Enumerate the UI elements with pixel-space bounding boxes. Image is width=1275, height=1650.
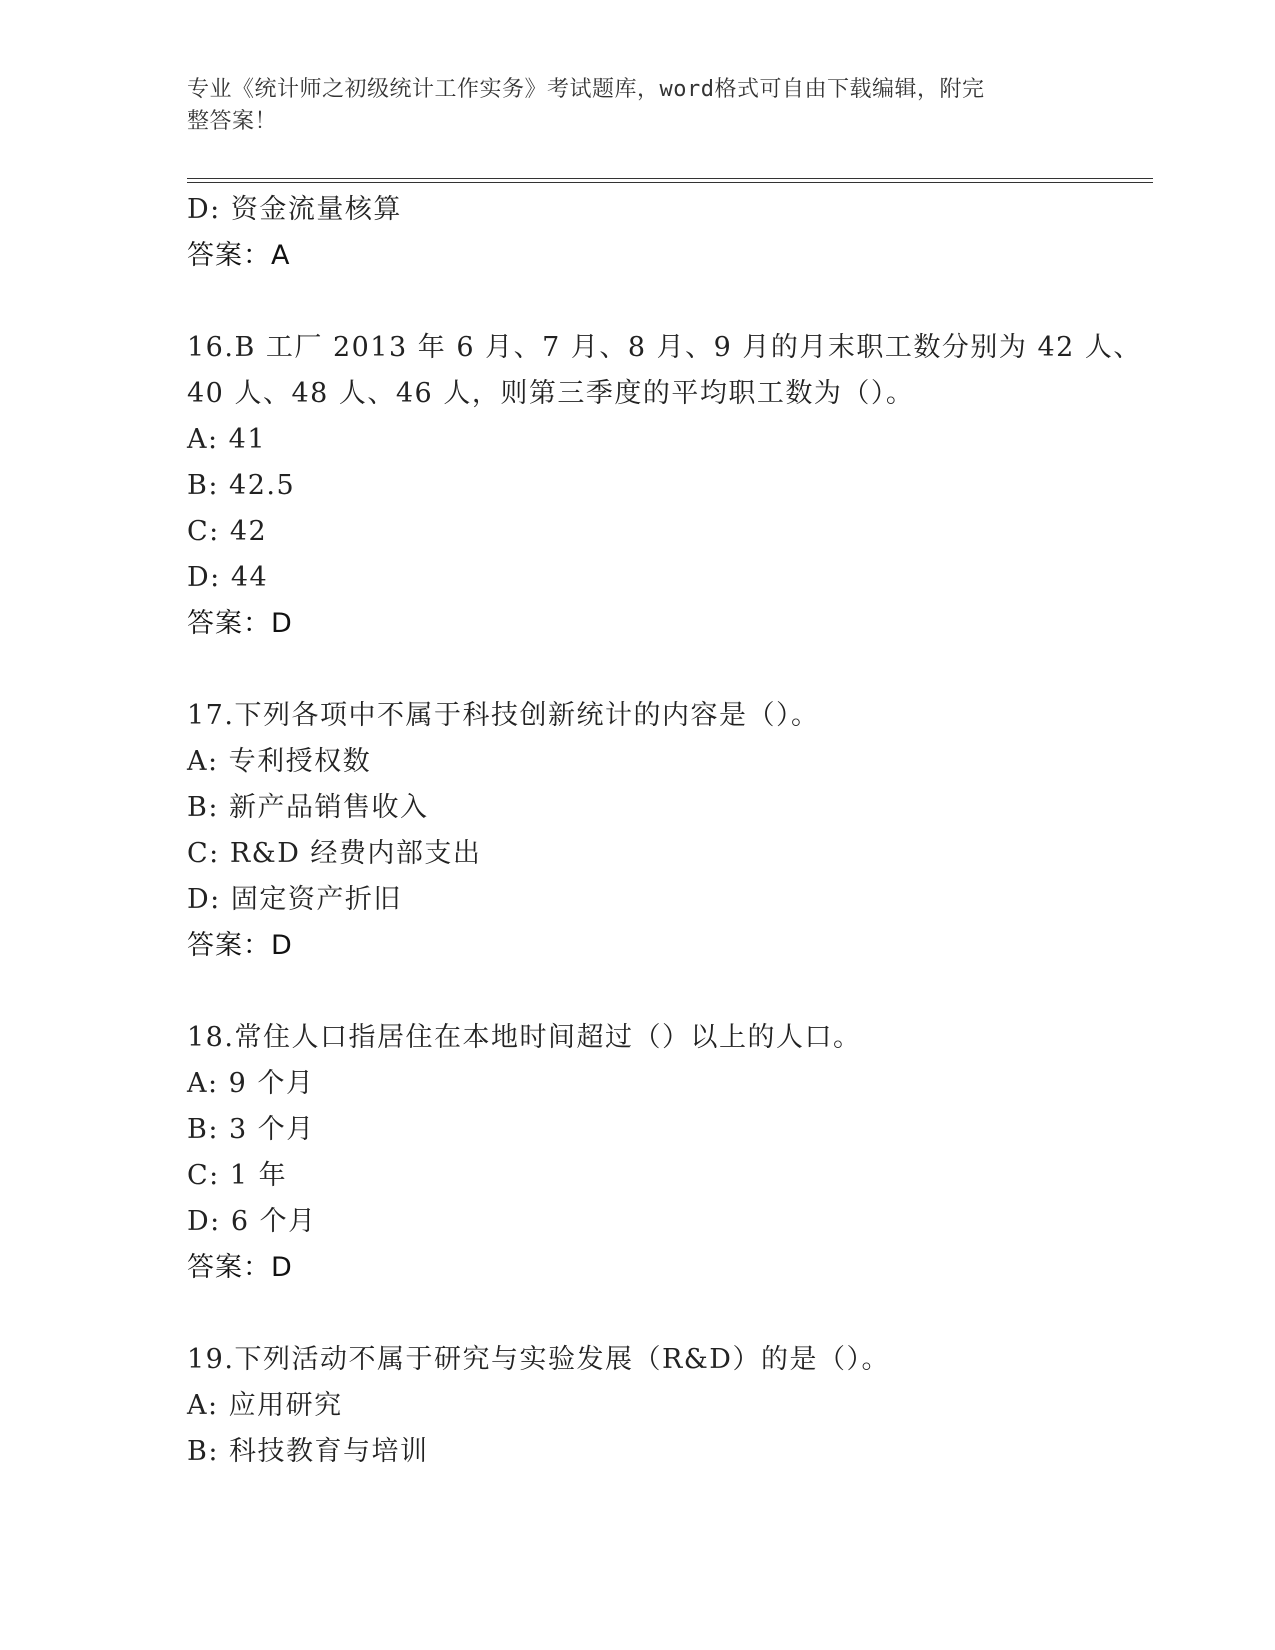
answer-line: 答案：A	[187, 240, 291, 271]
question-stem: 17.下列各项中不属于科技创新统计的内容是（）。	[187, 700, 820, 731]
answer-line: 答案：D	[187, 608, 293, 639]
document-header	[187, 74, 1087, 138]
question-18	[187, 1015, 1153, 1291]
header-double-rule	[187, 178, 1153, 183]
answer-line: 答案：D	[187, 930, 293, 961]
question-15-fragment	[187, 187, 1153, 279]
question-stem: 19.下列活动不属于研究与实验发展（R&D）的是（）。	[187, 1344, 890, 1375]
question-17	[187, 693, 1153, 969]
option-a: A: 41	[187, 424, 267, 455]
option-b: B: 3 个月	[187, 1114, 315, 1145]
option-a: A: 应用研究	[187, 1390, 343, 1421]
option-a: A: 专利授权数	[187, 746, 372, 777]
document-body	[187, 187, 1153, 1475]
option-a: A: 9 个月	[187, 1068, 315, 1099]
question-19	[187, 1337, 1153, 1475]
question-16	[187, 325, 1153, 647]
question-stem: 18.常住人口指居住在本地时间超过（）以上的人口。	[187, 1022, 862, 1053]
question-stem: 16.B 工厂 2013 年 6 月、7 月、8 月、9 月的月末职工数分别为 42 人、	[187, 332, 1142, 363]
option-c: C: 42	[187, 516, 268, 547]
option-b: B: 42.5	[187, 470, 296, 501]
option-b: B: 科技教育与培训	[187, 1436, 429, 1467]
answer-line: 答案：D	[187, 1252, 293, 1283]
option-d: D: 44	[187, 562, 269, 593]
option-d: D: 资金流量核算	[187, 194, 402, 225]
question-stem-continued: 40 人、48 人、46 人，则第三季度的平均职工数为（）。	[187, 378, 915, 409]
option-d: D: 6 个月	[187, 1206, 317, 1237]
header-line-2: 整答案！	[187, 109, 278, 134]
option-d: D: 固定资产折旧	[187, 884, 402, 915]
option-c: C: 1 年	[187, 1160, 288, 1191]
header-line-1: 专业《统计师之初级统计工作实务》考试题库，word格式可自由下载编辑，附完	[187, 77, 985, 102]
option-c: C: R&D 经费内部支出	[187, 838, 482, 869]
option-b: B: 新产品销售收入	[187, 792, 429, 823]
